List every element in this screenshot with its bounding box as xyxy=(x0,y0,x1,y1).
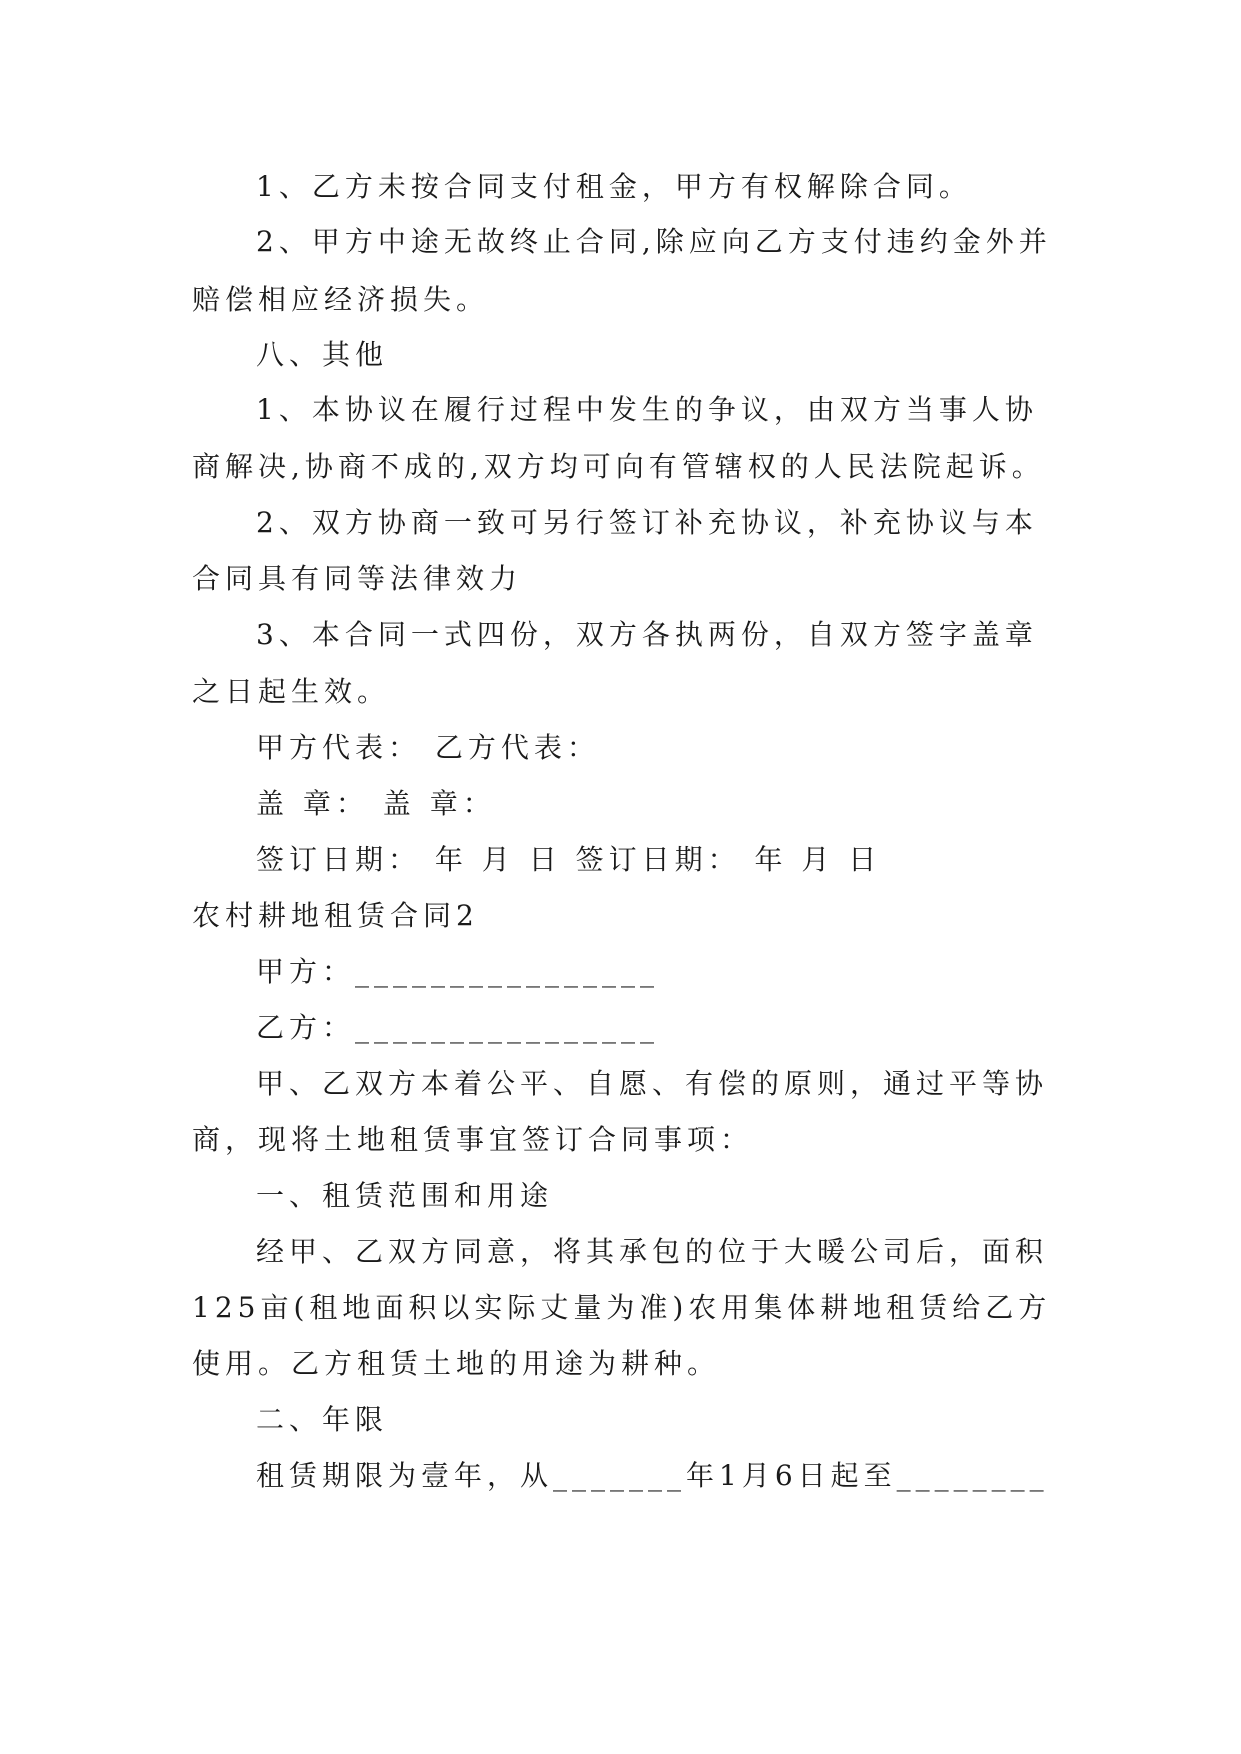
clause-line: 租赁期限为壹年，从_______年1月6日起至________ xyxy=(256,1459,1049,1492)
signature-representatives: 甲方代表： 乙方代表： xyxy=(256,731,600,764)
clause-line: 2、双方协商一致可另行签订补充协议，补充协议与本 xyxy=(256,506,1038,539)
clause-line-continuation: 商解决,协商不成的,双方均可向有管辖权的人民法院起诉。 xyxy=(192,450,1045,483)
preamble-line: 甲、乙双方本着公平、自愿、有偿的原则，通过平等协 xyxy=(256,1067,1049,1100)
clause-line-continuation: 使用。乙方租赁土地的用途为耕种。 xyxy=(192,1347,721,1380)
clause-line: 1、本协议在履行过程中发生的争议，由双方当事人协 xyxy=(256,393,1038,426)
preamble-line-continuation: 商，现将土地租赁事宜签订合同事项： xyxy=(192,1123,754,1156)
party-b-field: 乙方：________________ xyxy=(256,1011,660,1044)
signature-dates: 签订日期： 年 月 日 签订日期： 年 月 日 xyxy=(256,843,882,876)
clause-line: 3、本合同一式四份，双方各执两份，自双方签字盖章 xyxy=(256,618,1038,651)
section-heading: 一、租赁范围和用途 xyxy=(256,1179,554,1212)
clause-line: 2、甲方中途无故终止合同,除应向乙方支付违约金外并 xyxy=(256,225,1052,258)
clause-line-continuation: 之日起生效。 xyxy=(192,675,391,708)
section-heading: 二、年限 xyxy=(256,1403,389,1436)
clause-line: 经甲、乙双方同意，将其承包的位于大暖公司后，面积 xyxy=(256,1235,1049,1268)
clause-line-continuation: 合同具有同等法律效力 xyxy=(192,562,523,595)
clause-line-continuation: 赔偿相应经济损失。 xyxy=(192,283,490,316)
section-heading: 八、其他 xyxy=(256,338,389,371)
clause-line: 1、乙方未按合同支付租金，甲方有权解除合同。 xyxy=(256,170,972,203)
signature-seals: 盖 章： 盖 章： xyxy=(256,787,496,820)
contract-title: 农村耕地租赁合同2 xyxy=(192,899,479,932)
clause-line-continuation: 125亩(租地面积以实际丈量为准)农用集体耕地租赁给乙方 xyxy=(192,1291,1052,1324)
party-a-field: 甲方：________________ xyxy=(256,955,660,988)
